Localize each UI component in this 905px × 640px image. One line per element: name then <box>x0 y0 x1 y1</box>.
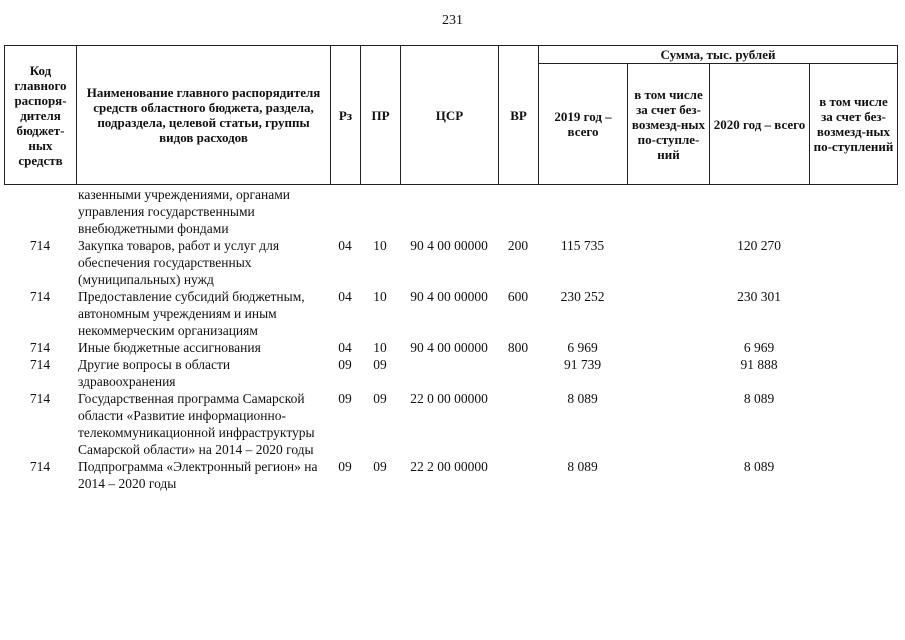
cell-code: 714 <box>29 340 51 355</box>
cell-2019-free <box>627 339 709 356</box>
cell-2020-total: 6 969 <box>743 340 775 355</box>
cell-pr: 10 <box>373 289 387 304</box>
header-name: Наименование главного распорядителя средств областного бюджета, раздела, подраздела, целевой статьи, группы видов расходов <box>77 46 331 185</box>
cell-2019-free <box>627 390 709 458</box>
cell-2019-total: 8 089 <box>567 459 598 474</box>
page-number: 231 <box>442 13 463 28</box>
cell-rz <box>330 186 360 237</box>
table-row <box>4 186 897 237</box>
cell-pr <box>360 186 400 237</box>
cell-pr: 09 <box>373 357 387 372</box>
table-header <box>4 45 898 185</box>
cell-2019-free <box>627 288 709 339</box>
table-row <box>4 237 897 288</box>
cell-2020-free <box>809 186 897 237</box>
cell-code: 714 <box>29 391 51 406</box>
cell-2019-free <box>627 458 709 492</box>
cell-2019-total: 91 739 <box>563 357 602 372</box>
cell-csr <box>400 186 498 237</box>
header-2019-free: в том числе за счет без-возмезд-ных по-ступле-ний <box>628 64 710 185</box>
table-row <box>4 458 897 492</box>
cell-2020-total <box>709 186 809 237</box>
header-2020-total: 2020 год – всего <box>710 64 810 185</box>
cell-name: Закупка товаров, работ и услуг для обеспечения государственных (муниципальных) нужд <box>78 238 280 287</box>
cell-rz: 04 <box>338 340 352 355</box>
cell-name: Подпрограмма «Электронный регион» на 2014 – 2020 годы <box>78 459 318 491</box>
cell-name: Иные бюджетные ассигнования <box>78 340 261 355</box>
cell-2020-free <box>809 458 897 492</box>
header-code: Код главного распоря-дителя бюджет-ных средств <box>5 46 77 185</box>
cell-rz: 09 <box>338 357 352 372</box>
cell-csr: 22 0 00 00000 <box>410 391 488 406</box>
cell-2020-total: 8 089 <box>743 391 775 406</box>
table-row <box>4 390 897 458</box>
cell-code: 714 <box>29 289 51 304</box>
header-csr: ЦСР <box>401 46 499 185</box>
cell-vr <box>498 356 538 390</box>
cell-pr: 09 <box>373 459 387 474</box>
cell-2019-total: 230 252 <box>560 289 605 304</box>
table-row <box>4 356 897 390</box>
cell-2020-free <box>809 390 897 458</box>
cell-name: Предоставление субсидий бюджетным, автономным учреждениям и иным некоммерческим организациям <box>78 289 305 338</box>
cell-vr <box>498 186 538 237</box>
table-body <box>4 186 897 492</box>
cell-csr: 90 4 00 00000 <box>410 289 488 304</box>
cell-2019-total <box>538 186 627 237</box>
cell-csr <box>400 356 498 390</box>
cell-2020-total: 8 089 <box>743 459 775 474</box>
header-2019-total: 2019 год – всего <box>539 64 628 185</box>
header-sum: Сумма, тыс. рублей <box>539 46 898 64</box>
cell-2020-total: 120 270 <box>737 238 781 253</box>
cell-2020-free <box>809 237 897 288</box>
cell-2019-total: 8 089 <box>567 391 598 406</box>
table-row <box>4 339 897 356</box>
cell-2020-free <box>809 339 897 356</box>
header-rz: Рз <box>331 46 361 185</box>
header-pr: ПР <box>361 46 401 185</box>
cell-name: казенными учреждениями, органами управления государственными внебюджетными фондами <box>78 187 290 236</box>
cell-2019-free <box>627 186 709 237</box>
cell-rz: 09 <box>338 391 352 406</box>
cell-2020-free <box>809 356 897 390</box>
cell-code: 714 <box>29 357 51 372</box>
cell-2019-total: 115 735 <box>560 238 605 253</box>
cell-csr: 90 4 00 00000 <box>410 340 488 355</box>
cell-name: Государственная программа Самарской области «Развитие информационно-телекоммуникационной инфраструктуры Самарской области» на 2014 – 2020 годы <box>78 391 315 457</box>
cell-vr: 200 <box>507 238 529 253</box>
cell-2019-free <box>627 237 709 288</box>
cell-code <box>4 186 76 237</box>
cell-2019-free <box>627 356 709 390</box>
header-2020-free: в том числе за счет без-возмезд-ных по-ступлений <box>810 64 898 185</box>
cell-vr: 800 <box>507 340 529 355</box>
cell-vr: 600 <box>507 289 529 304</box>
table-row <box>4 288 897 339</box>
cell-2020-total: 230 301 <box>737 289 781 304</box>
cell-csr: 22 2 00 00000 <box>410 459 488 474</box>
cell-pr: 10 <box>373 340 387 355</box>
cell-2019-total: 6 969 <box>567 340 598 355</box>
cell-rz: 09 <box>338 459 352 474</box>
cell-2020-total: 91 888 <box>740 357 778 372</box>
header-vr: ВР <box>499 46 539 185</box>
cell-vr <box>498 458 538 492</box>
cell-code: 714 <box>29 459 51 474</box>
cell-code: 714 <box>29 238 51 253</box>
cell-rz: 04 <box>338 238 352 253</box>
cell-rz: 04 <box>338 289 352 304</box>
cell-name: Другие вопросы в области здравоохранения <box>78 357 231 389</box>
cell-pr: 09 <box>373 391 387 406</box>
cell-2020-free <box>809 288 897 339</box>
cell-vr <box>498 390 538 458</box>
cell-pr: 10 <box>373 238 387 253</box>
cell-csr: 90 4 00 00000 <box>410 238 488 253</box>
